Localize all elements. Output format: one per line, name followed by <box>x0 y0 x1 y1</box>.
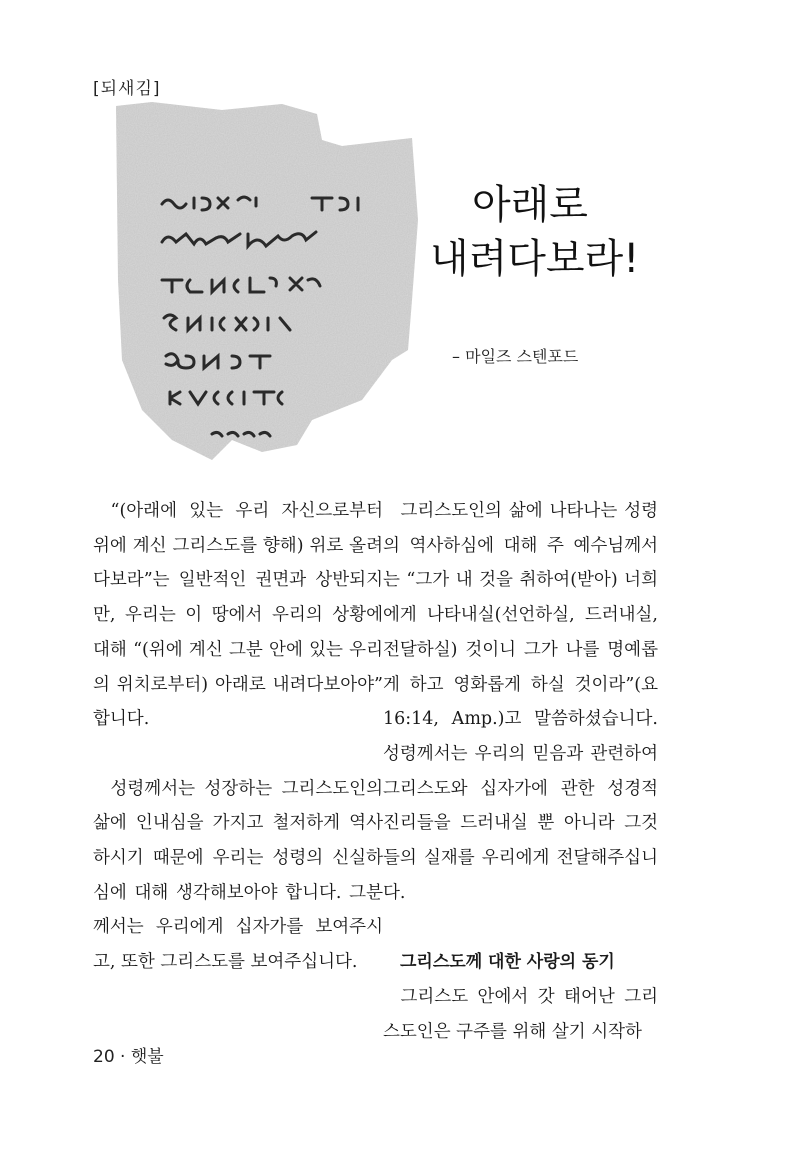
title-line-1: 아래로 <box>472 182 588 228</box>
left-paragraph-1: “(아래에 있는 우리 자신으로부터 위에 계신 그리스도를 향해) 위로 올려다보라”는 일반적인 권면과 상반되지만, 우리는 이 땅에서 우리의 상황에 대해 “(위에 계신 그분 안에 있는 우리의 위치로부터) 아래로 내려다보아야” 합니다. <box>93 501 383 730</box>
right-paragraph-2: 그리스도 안에서 갓 태어난 그리스도인은 구주를 위해 살기 시작하 <box>383 986 658 1042</box>
section-subheading: 그리스도께 대한 사랑의 동기 <box>400 952 615 973</box>
author-byline: – 마일즈 스텐포드 <box>452 347 579 366</box>
page-folio: 20 · 햇불 <box>93 1047 164 1067</box>
article-title <box>430 178 640 286</box>
left-paragraph-2: 성령께서는 성장하는 그리스도인의 삶에 인내심을 가지고 철저하게 역사하시기 때문에 우리는 성령의 신실하심에 대해 생각해보아야 합니다. 그분께서는 우리에게 십자가를 보여주시고, 또한 그리스도를 보여주십니다. <box>93 778 383 973</box>
right-column <box>383 494 658 1049</box>
papyrus-fragment-image <box>112 100 420 472</box>
section-tag: [되새김] <box>93 79 161 99</box>
right-paragraph-1: 그리스도인의 삶에 나타나는 성령의 역사하심에 대해 주 예수님께서는 “그가 내 것을 취하여(받아) 너희에게 나타내실(선언하실, 드러내실, 전달하실) 것이니 그가 나를 명예롭게 하고 영화롭게 하실 것이라”(요 16:14, Amp.)고 말씀하셨습니다. 성령께서는 우리의 믿음과 관련하여 그리스도와 십자가에 관한 성경적 진리들을 드러내실 뿐 아니라 그것들의 실재를 우리에게 전달해주십니다. <box>383 501 658 903</box>
title-line-2: 내려다보라! <box>430 236 640 282</box>
left-column <box>93 494 383 980</box>
